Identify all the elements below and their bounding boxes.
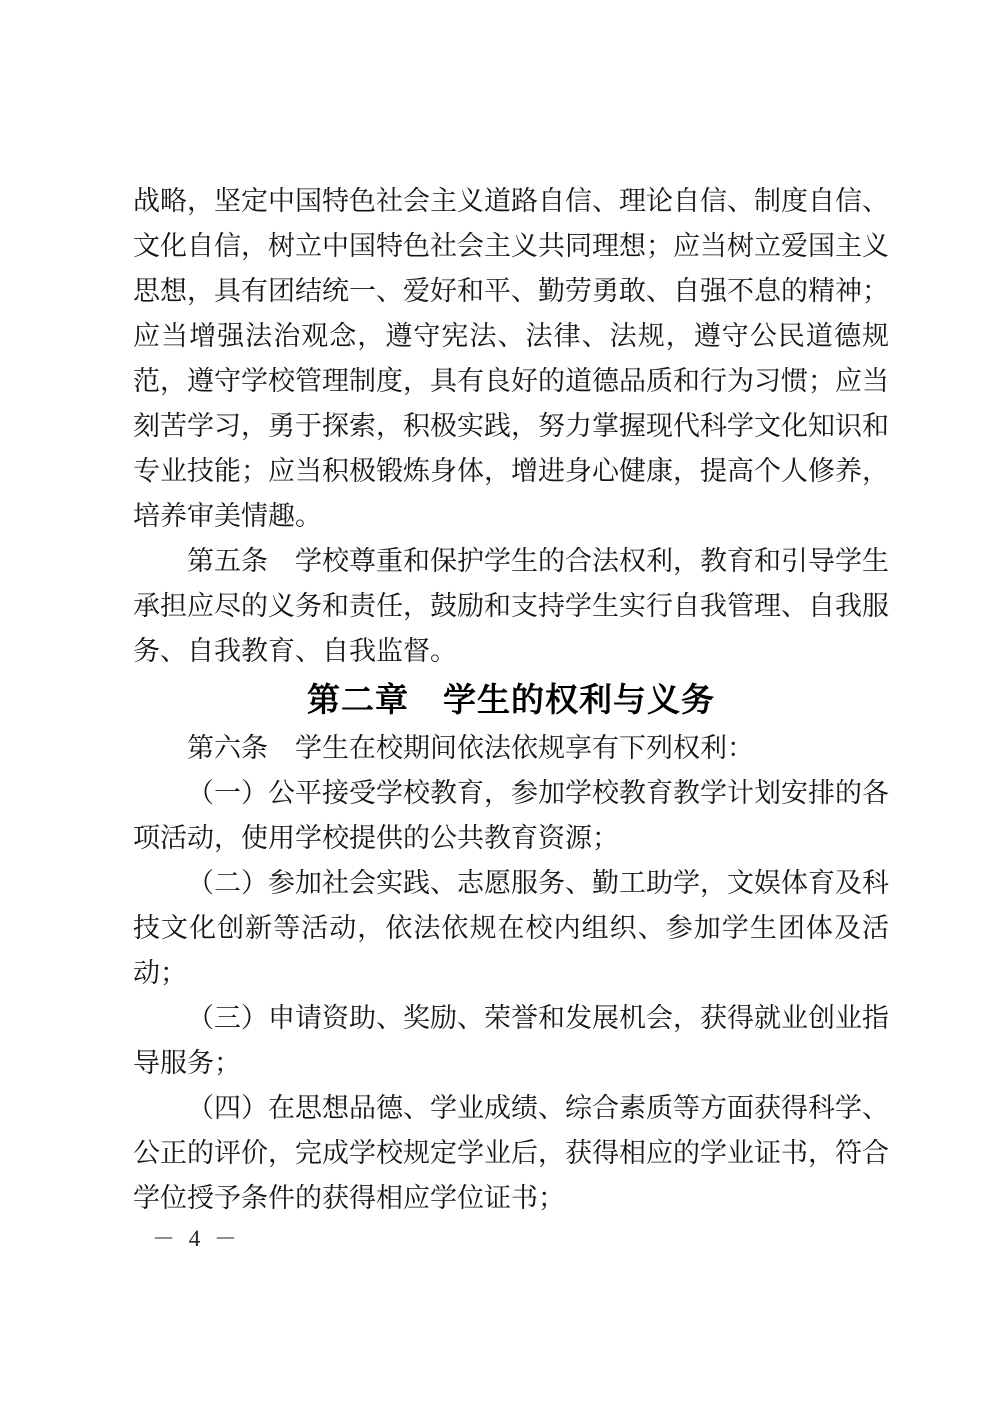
page-number: － 4 －	[152, 1226, 241, 1251]
rights-item-3: （三）申请资助、奖励、荣誉和发展机会，获得就业创业指导服务；	[133, 1003, 889, 1078]
article-6-intro: 第六条 学生在校期间依法依规享有下列权利：	[187, 733, 754, 763]
paragraph-continuation: 战略，坚定中国特色社会主义道路自信、理论自信、制度自信、文化自信，树立中国特色社会主义共同理想；应当树立爱国主义思想，具有团结统一、爱好和平、勤劳勇敢、自强不息的精神；应当增强法治观念，遵守宪法、法律、法规，遵守公民道德规范，遵守学校管理制度，具有良好的道德品质和行为习惯；应当刻苦学习，勇于探索，积极实践，努力掌握现代科学文化知识和专业技能；应当积极锻炼身体，增进身心健康，提高个人修养，培养审美情趣。	[133, 186, 889, 531]
chapter-2-heading: 第二章 学生的权利与义务	[307, 680, 715, 719]
rights-item-1: （一）公平接受学校教育，参加学校教育教学计划安排的各项活动，使用学校提供的公共教育资源；	[133, 778, 889, 853]
article-5-paragraph: 第五条 学校尊重和保护学生的合法权利，教育和引导学生承担应尽的义务和责任，鼓励和支持学生实行自我管理、自我服务、自我教育、自我监督。	[133, 546, 889, 666]
document-body	[133, 179, 889, 1221]
rights-item-2: （二）参加社会实践、志愿服务、勤工助学，文娱体育及科技文化创新等活动，依法依规在校内组织、参加学生团体及活动；	[133, 868, 889, 988]
rights-item-4: （四）在思想品德、学业成绩、综合素质等方面获得科学、公正的评价，完成学校规定学业后，获得相应的学业证书，符合学位授予条件的获得相应学位证书；	[133, 1093, 889, 1213]
